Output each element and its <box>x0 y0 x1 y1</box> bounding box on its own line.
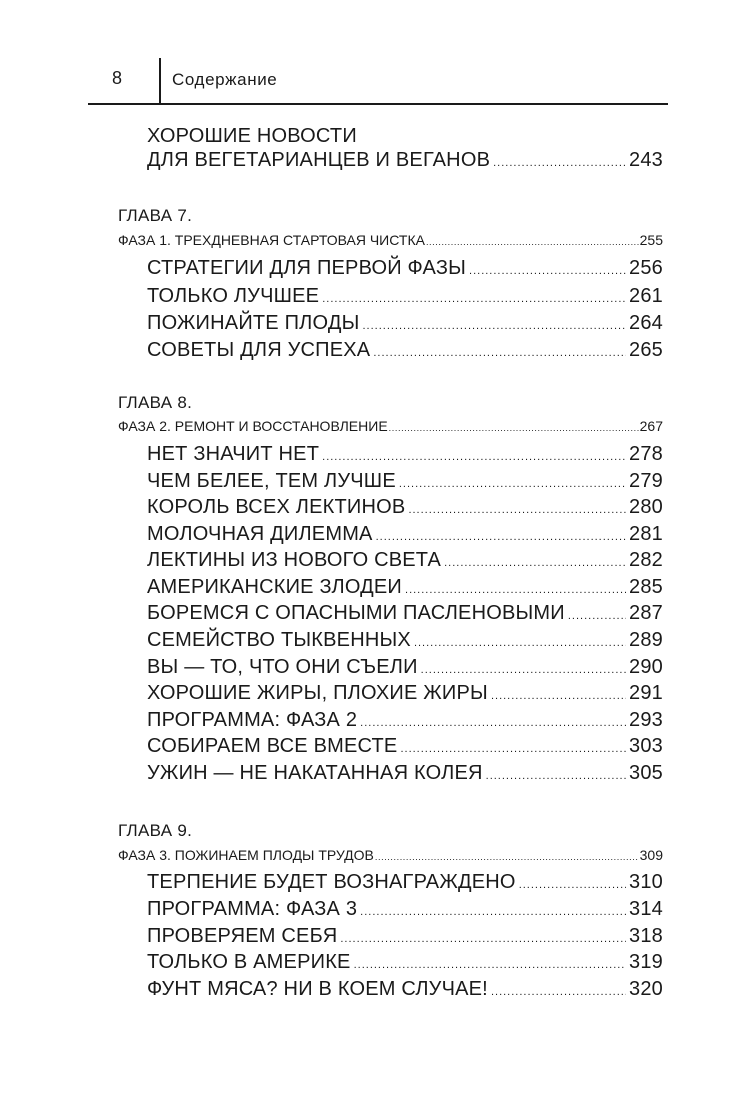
toc-entry-page: 280 <box>629 496 663 518</box>
toc-entry-continued[interactable] <box>147 149 663 172</box>
running-header-title: Содержание <box>172 70 278 89</box>
chapter-label: ГЛАВА 7. <box>118 206 193 225</box>
toc-entry-page: 305 <box>629 762 663 784</box>
toc-entry[interactable] <box>147 549 663 572</box>
toc-entry-page: 303 <box>629 735 663 757</box>
header-rule <box>88 103 668 105</box>
toc-entry-page: 256 <box>629 257 663 279</box>
toc-entry-page: 281 <box>629 523 663 545</box>
leader-dots <box>408 504 626 516</box>
leader-dots <box>568 610 626 622</box>
chapter-label: ГЛАВА 8. <box>118 393 193 412</box>
toc-entry-title: МОЛОЧНАЯ ДИЛЕММА <box>147 523 373 545</box>
toc-entry-page: 314 <box>629 898 663 920</box>
toc-entry-title: ХОРОШИЕ ЖИРЫ, ПЛОХИЕ ЖИРЫ <box>147 682 488 704</box>
toc-entry-title: ПОЖИНАЙТЕ ПЛОДЫ <box>147 312 360 334</box>
leader-dots <box>444 557 626 569</box>
page-number: 8 <box>112 68 123 88</box>
toc-phase-page: 267 <box>639 418 663 434</box>
toc-entry[interactable] <box>147 656 663 679</box>
leader-dots <box>486 770 626 782</box>
toc-entry-page: 293 <box>629 709 663 731</box>
toc-entry-page: 310 <box>629 871 663 893</box>
toc-phase-entry[interactable] <box>118 232 663 248</box>
toc-entry[interactable] <box>147 709 663 732</box>
toc-entry[interactable] <box>147 523 663 546</box>
toc-entry[interactable] <box>147 871 663 894</box>
header-divider-vertical <box>159 58 161 105</box>
toc-entry-page: 279 <box>629 470 663 492</box>
leader-dots <box>375 852 639 862</box>
toc-entry-title: ФУНТ МЯСА? НИ В КОЕМ СЛУЧАЕ! <box>147 978 488 1000</box>
toc-phase-title: ФАЗА 3. ПОЖИНАЕМ ПЛОДЫ ТРУДОВ <box>118 847 374 863</box>
leader-dots <box>360 717 626 729</box>
toc-entry-title: ТОЛЬКО ЛУЧШЕЕ <box>147 285 320 307</box>
toc-entry[interactable] <box>147 735 663 758</box>
toc-entry[interactable] <box>147 339 663 362</box>
toc-entry[interactable] <box>147 312 663 335</box>
toc-entry-title: АМЕРИКАНСКИЕ ЗЛОДЕИ <box>147 576 403 598</box>
toc-phase-entry[interactable] <box>118 847 663 863</box>
toc-entry-title: ПРОВЕРЯЕМ СЕБЯ <box>147 925 338 947</box>
toc-entry-title: НЕТ ЗНАЧИТ НЕТ <box>147 443 320 465</box>
toc-entry-title: ДЛЯ ВЕГЕТАРИАНЦЕВ И ВЕГАНОВ <box>147 149 491 171</box>
toc-phase-title: ФАЗА 2. РЕМОНТ И ВОССТАНОВЛЕНИЕ <box>118 418 388 434</box>
toc-entry-page: 320 <box>629 978 663 1000</box>
toc-entry-page: 285 <box>629 576 663 598</box>
toc-entry-page: 243 <box>629 149 663 171</box>
toc-entry-page: 318 <box>629 925 663 947</box>
toc-entry-title: СОБИРАЕМ ВСЕ ВМЕСТЕ <box>147 735 398 757</box>
toc-entry-title: ТОЛЬКО В АМЕРИКЕ <box>147 951 351 973</box>
toc-entry-page: 265 <box>629 339 663 361</box>
toc-entry[interactable] <box>147 951 663 974</box>
leader-dots <box>519 879 626 891</box>
toc-entry[interactable] <box>147 898 663 921</box>
toc-entry[interactable] <box>147 576 663 599</box>
leader-dots <box>322 293 626 305</box>
toc-entry-title: БОРЕМСЯ С ОПАСНЫМИ ПАСЛЕНОВЫМИ <box>147 602 565 624</box>
leader-dots <box>491 986 626 998</box>
leader-dots <box>376 531 626 543</box>
toc-entry[interactable] <box>147 762 663 785</box>
leader-dots <box>399 478 626 490</box>
toc-entry-page: 287 <box>629 602 663 624</box>
toc-entry[interactable] <box>147 629 663 652</box>
leader-dots <box>373 347 626 359</box>
leader-dots <box>414 637 626 649</box>
toc-entry-page: 278 <box>629 443 663 465</box>
toc-entry-title: УЖИН — НЕ НАКАТАННАЯ КОЛЕЯ <box>147 762 483 784</box>
toc-entry-page: 264 <box>629 312 663 334</box>
toc-entry-title: ПРОГРАММА: ФАЗА 3 <box>147 898 358 920</box>
toc-entry-title: ТЕРПЕНИЕ БУДЕТ ВОЗНАГРАЖДЕНО <box>147 871 516 893</box>
leader-dots <box>360 906 626 918</box>
toc-entry[interactable] <box>147 257 663 280</box>
toc-phase-page: 255 <box>639 232 663 248</box>
toc-entry-title: ЧЕМ БЕЛЕЕ, ТЕМ ЛУЧШЕ <box>147 470 396 492</box>
toc-entry-title: ПРОГРАММА: ФАЗА 2 <box>147 709 358 731</box>
leader-dots <box>469 265 626 277</box>
leader-dots <box>362 320 626 332</box>
toc-entry-page: 319 <box>629 951 663 973</box>
toc-entry-page: 291 <box>629 682 663 704</box>
toc-entry[interactable] <box>147 602 663 625</box>
toc-entry-page: 289 <box>629 629 663 651</box>
toc-phase-page: 309 <box>639 847 663 863</box>
toc-entry-page: 261 <box>629 285 663 307</box>
toc-entry-title: КОРОЛЬ ВСЕХ ЛЕКТИНОВ <box>147 496 406 518</box>
toc-entry[interactable] <box>147 925 663 948</box>
leader-dots <box>426 237 639 247</box>
leader-dots <box>322 451 626 463</box>
toc-entry[interactable] <box>147 443 663 466</box>
chapter-label: ГЛАВА 9. <box>118 821 193 840</box>
toc-entry[interactable] <box>147 978 663 1001</box>
leader-dots <box>400 743 626 755</box>
toc-entry-page: 282 <box>629 549 663 571</box>
toc-entry[interactable] <box>147 682 663 705</box>
toc-phase-entry[interactable] <box>118 418 663 434</box>
leader-dots <box>389 423 639 433</box>
toc-phase-title: ФАЗА 1. ТРЕХДНЕВНАЯ СТАРТОВАЯ ЧИСТКА <box>118 232 425 248</box>
leader-dots <box>340 933 626 945</box>
toc-entry[interactable] <box>147 285 663 308</box>
toc-entry-title: СЕМЕЙСТВО ТЫКВЕННЫХ <box>147 629 411 651</box>
toc-entry-title: ЛЕКТИНЫ ИЗ НОВОГО СВЕТА <box>147 549 442 571</box>
leader-dots <box>493 157 626 169</box>
leader-dots <box>491 690 626 702</box>
toc-entry-continued-line1: ХОРОШИЕ НОВОСТИ <box>147 125 357 147</box>
toc-entry-title: СТРАТЕГИИ ДЛЯ ПЕРВОЙ ФАЗЫ <box>147 257 467 279</box>
toc-entry-page: 290 <box>629 656 663 678</box>
toc-entry[interactable] <box>147 470 663 493</box>
leader-dots <box>354 959 626 971</box>
toc-entry[interactable] <box>147 496 663 519</box>
toc-entry-title: ВЫ — ТО, ЧТО ОНИ СЪЕЛИ <box>147 656 418 678</box>
leader-dots <box>421 664 626 676</box>
leader-dots <box>405 584 626 596</box>
toc-entry-title: СОВЕТЫ ДЛЯ УСПЕХА <box>147 339 371 361</box>
